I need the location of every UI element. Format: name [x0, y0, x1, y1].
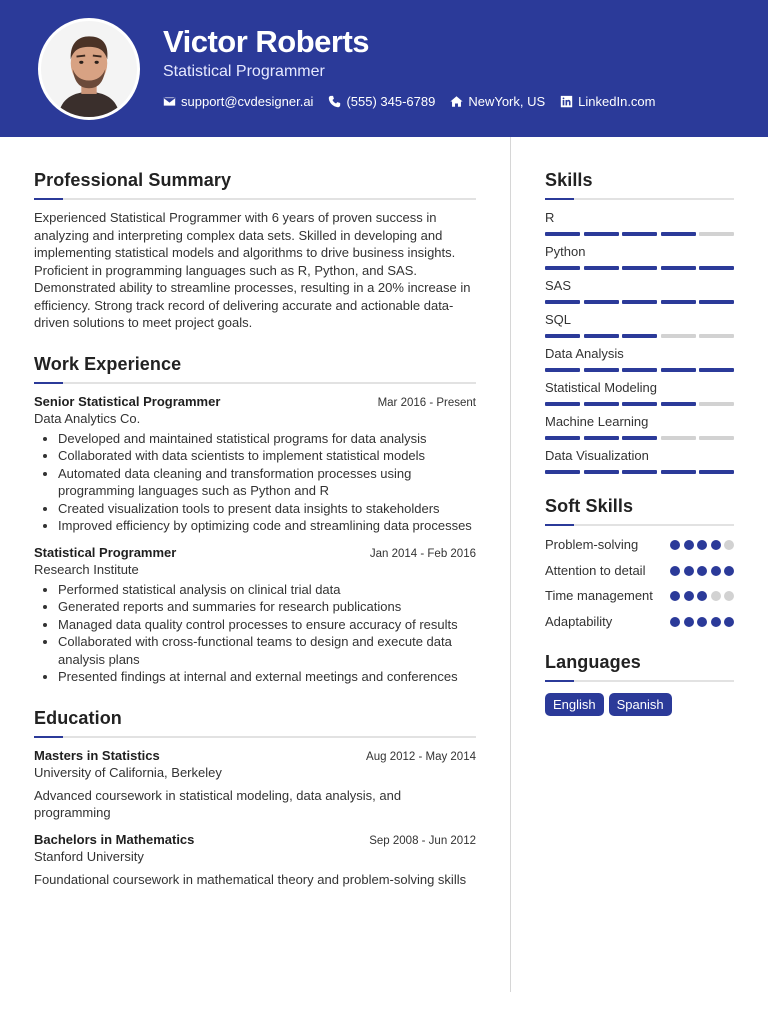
envelope-icon: [163, 95, 176, 108]
degree-title: Bachelors in Mathematics: [34, 831, 195, 847]
rating-dot: [670, 566, 680, 576]
skill-level-segment: [545, 368, 580, 372]
soft-skill-name: Adaptability: [545, 613, 613, 629]
skill-level-bar: [545, 402, 734, 406]
skill-level-segment: [622, 436, 657, 440]
skills-section: [545, 170, 734, 474]
soft-skill-rating: [667, 566, 735, 576]
contact-email-text: support@cvdesigner.ai: [181, 94, 314, 109]
skill-level-segment: [584, 368, 619, 372]
section-rule: [545, 198, 734, 200]
skill-item: [545, 278, 734, 304]
job-title: Senior Statistical Programmer: [34, 393, 221, 409]
section-rule: [34, 382, 476, 384]
job-bullet: • Improved efficiency by optimizing code and streamlining data processes: [58, 517, 476, 535]
soft-skill-name: Attention to detail: [545, 562, 646, 578]
job-bullets: [34, 581, 476, 686]
job-dates: Mar 2016 - Present: [377, 396, 476, 409]
skill-level-bar: [545, 300, 734, 304]
skill-level-segment: [622, 266, 657, 270]
skill-name: Data Visualization: [545, 448, 649, 463]
skill-level-bar: [545, 436, 734, 440]
summary-text: Experienced Statistical Programmer with 6 years of proven success in analyzing and interpreting complex data sets. Skilled in developing and implementing statistical models and algorithms to drive business insights. Proficient in programming languages such as R, Python, and SAS. Demonstrated ability to streamline processes, resulting in a 20% increase in efficiency. Strong track record of delivering accurate and actionable data-driven solutions to meet project goals.: [34, 210, 471, 330]
section-rule: [545, 524, 734, 526]
job-bullet: • Developed and maintained statistical programs for data analysis: [58, 430, 476, 448]
education-section: [34, 708, 476, 889]
rating-dot: [670, 591, 680, 601]
profile-photo: [38, 18, 140, 120]
skill-name: R: [545, 210, 555, 225]
education-dates: Aug 2012 - May 2014: [366, 750, 476, 763]
skill-level-segment: [699, 334, 734, 338]
skill-level-segment: [699, 436, 734, 440]
rating-dot: [724, 591, 734, 601]
job-company: Data Analytics Co.: [34, 410, 141, 426]
linkedin-icon: [560, 95, 573, 108]
skill-level-segment: [584, 334, 619, 338]
degree-title: Masters in Statistics: [34, 747, 160, 763]
rating-dot: [697, 566, 707, 576]
experience-section: [34, 354, 476, 686]
education-description: Foundational coursework in mathematical theory and problem-solving skills: [34, 871, 467, 887]
skill-level-segment: [699, 368, 734, 372]
main-column: [34, 170, 476, 888]
candidate-name: Victor Roberts: [163, 24, 370, 59]
side-column: [545, 170, 734, 716]
skill-level-bar: [545, 368, 734, 372]
skill-name: Python: [545, 244, 586, 259]
skill-level-bar: [545, 470, 734, 474]
soft-skill-item: [545, 587, 734, 605]
skill-item: [545, 244, 734, 270]
skill-level-segment: [584, 266, 619, 270]
contact-location-text: NewYork, US: [468, 94, 546, 109]
job-bullet: • Performed statistical analysis on clinical trial data: [58, 581, 476, 599]
skill-level-segment: [584, 232, 619, 236]
skill-level-segment: [661, 470, 696, 474]
experience-heading: Work Experience: [34, 353, 182, 374]
skill-level-segment: [622, 402, 657, 406]
summary-section: [34, 170, 476, 332]
skill-item: [545, 312, 734, 338]
section-rule: [545, 680, 734, 682]
rating-dot: [684, 591, 694, 601]
contact-phone-text: (555) 345-6789: [346, 94, 436, 109]
soft-skill-rating: [667, 617, 735, 627]
skill-level-segment: [661, 300, 696, 304]
skill-level-segment: [661, 436, 696, 440]
rating-dot: [697, 540, 707, 550]
skill-level-segment: [545, 266, 580, 270]
skill-level-segment: [584, 300, 619, 304]
school-name: Stanford University: [34, 848, 144, 864]
column-divider: [510, 137, 511, 992]
contact-location: [450, 94, 545, 109]
skill-level-segment: [622, 368, 657, 372]
soft-skill-rating: [667, 591, 735, 601]
skill-level-segment: [699, 402, 734, 406]
soft-skill-item: [545, 562, 734, 580]
skill-level-segment: [545, 402, 580, 406]
job-bullet: • Managed data quality control processes to ensure accuracy of results: [58, 616, 476, 634]
soft-skills-list: [545, 536, 734, 630]
profile-photo-illustration: [41, 21, 137, 117]
rating-dot: [724, 566, 734, 576]
rating-dot: [670, 617, 680, 627]
skill-level-segment: [699, 266, 734, 270]
skill-level-segment: [661, 334, 696, 338]
skill-item: [545, 210, 734, 236]
contact-list: [163, 94, 671, 109]
skill-level-bar: [545, 232, 734, 236]
skill-item: [545, 414, 734, 440]
phone-icon: [328, 95, 341, 108]
contact-phone[interactable]: [328, 94, 435, 109]
skill-item: [545, 448, 734, 474]
skill-name: Data Analysis: [545, 346, 624, 361]
job-dates: Jan 2014 - Feb 2016: [369, 547, 476, 560]
education-dates: Sep 2008 - Jun 2012: [369, 834, 476, 847]
candidate-title: Statistical Programmer: [163, 63, 325, 80]
soft-skill-name: Problem-solving: [545, 537, 639, 552]
skill-level-segment: [545, 300, 580, 304]
skills-list: [545, 210, 734, 474]
soft-skill-item: [545, 536, 734, 554]
skill-item: [545, 346, 734, 372]
job-bullet: • Collaborated with cross-functional teams to design and execute data analysis plans: [58, 633, 476, 668]
skill-level-segment: [545, 232, 580, 236]
soft-skills-section: [545, 496, 734, 630]
job-bullet: • Presented findings at internal and external meetings and conferences: [58, 668, 476, 686]
skill-level-segment: [584, 402, 619, 406]
job-title: Statistical Programmer: [34, 544, 177, 560]
skill-level-bar: [545, 334, 734, 338]
skill-level-bar: [545, 266, 734, 270]
rating-dot: [724, 617, 734, 627]
skill-level-segment: [584, 470, 619, 474]
soft-skills-heading: Soft Skills: [545, 496, 634, 516]
job-bullet: • Generated reports and summaries for research publications: [58, 598, 476, 616]
skill-level-segment: [661, 232, 696, 236]
rating-dot: [697, 617, 707, 627]
skill-level-segment: [622, 232, 657, 236]
rating-dot: [684, 617, 694, 627]
job-bullet: • Automated data cleaning and transformation processes using programming languages such as Python and R: [58, 465, 476, 500]
education-description: Advanced coursework in statistical modeling, data analysis, and programming: [34, 787, 402, 820]
languages-section: [545, 652, 734, 716]
rating-dot: [711, 540, 721, 550]
job-bullet: • Collaborated with data scientists to implement statistical models: [58, 447, 476, 465]
skill-level-segment: [699, 300, 734, 304]
home-icon: [450, 95, 463, 108]
language-tag: English: [545, 693, 604, 716]
contact-email[interactable]: [163, 94, 313, 109]
skill-name: SQL: [545, 312, 572, 327]
education-entry: [34, 832, 476, 889]
section-rule: [34, 736, 476, 738]
rating-dot: [697, 591, 707, 601]
skill-item: [545, 380, 734, 406]
skill-level-segment: [622, 334, 657, 338]
skill-level-segment: [584, 436, 619, 440]
skill-level-segment: [661, 402, 696, 406]
job-bullets: [34, 430, 476, 535]
school-name: University of California, Berkeley: [34, 764, 222, 780]
skill-level-segment: [545, 436, 580, 440]
rating-dot: [711, 566, 721, 576]
skill-level-segment: [622, 470, 657, 474]
job-company: Research Institute: [34, 561, 139, 577]
skill-level-segment: [699, 470, 734, 474]
section-rule: [34, 198, 476, 200]
job-entry: [34, 545, 476, 686]
language-tag: Spanish: [609, 693, 672, 716]
resume-header: [0, 0, 768, 137]
soft-skill-item: [545, 613, 734, 631]
skills-heading: Skills: [545, 170, 593, 190]
rating-dot: [711, 591, 721, 601]
rating-dot: [684, 566, 694, 576]
education-heading: Education: [34, 707, 122, 728]
soft-skill-name: Time management: [545, 588, 653, 603]
languages-heading: Languages: [545, 652, 641, 672]
job-bullet: • Created visualization tools to present data insights to stakeholders: [58, 500, 476, 518]
skill-name: SAS: [545, 278, 572, 293]
skill-level-segment: [545, 470, 580, 474]
skill-name: Statistical Modeling: [545, 380, 657, 395]
skill-level-segment: [622, 300, 657, 304]
contact-linkedin-text: LinkedIn.com: [578, 94, 656, 109]
education-entry: [34, 748, 476, 822]
skill-level-segment: [661, 266, 696, 270]
skill-level-segment: [699, 232, 734, 236]
skill-level-segment: [661, 368, 696, 372]
rating-dot: [670, 540, 680, 550]
rating-dot: [711, 617, 721, 627]
rating-dot: [724, 540, 734, 550]
summary-heading: Professional Summary: [34, 170, 232, 190]
rating-dot: [684, 540, 694, 550]
skill-name: Machine Learning: [545, 414, 649, 429]
soft-skill-rating: [667, 540, 735, 550]
language-tags: [545, 693, 734, 716]
job-entry: [34, 394, 476, 535]
contact-linkedin[interactable]: [560, 94, 655, 109]
skill-level-segment: [545, 334, 580, 338]
